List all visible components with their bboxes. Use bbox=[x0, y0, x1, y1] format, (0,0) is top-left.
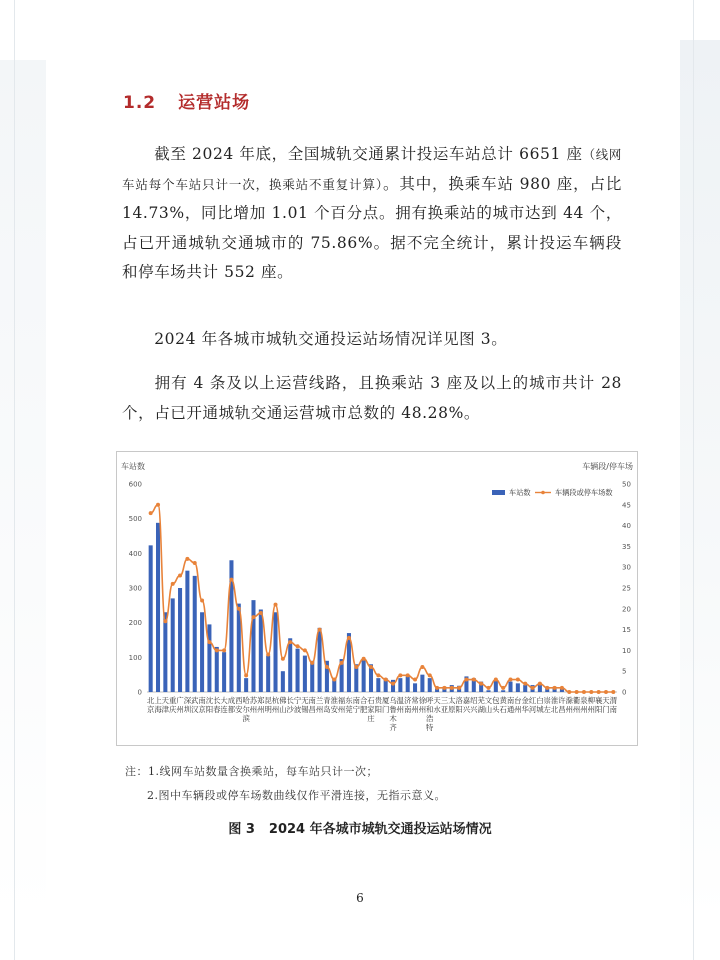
bar bbox=[281, 671, 285, 692]
bar bbox=[296, 649, 300, 692]
category-label: 太原 bbox=[448, 696, 456, 714]
category-label: 哈尔滨 bbox=[242, 696, 250, 723]
right-axis-ticks bbox=[622, 481, 631, 697]
line-point bbox=[303, 648, 307, 652]
category-label: 杭州 bbox=[271, 696, 280, 714]
line-point bbox=[435, 686, 439, 690]
line-point bbox=[318, 628, 322, 632]
paragraph-1-after: 。其中，换乘车站 980 座，占比 14.73%，同比增加 1.01 个百分点。拥有换乘站的城市达到 44 个，占已开通城轨交通城市的 75.86%。据不完全统计，累计投运车辆段和停车场共计 552 座。 bbox=[122, 174, 622, 281]
line-point bbox=[207, 640, 211, 644]
right-tick-label: 15 bbox=[622, 626, 631, 635]
bar bbox=[178, 588, 182, 692]
bar bbox=[259, 609, 263, 692]
category-label: 许昌 bbox=[558, 696, 566, 714]
bar bbox=[362, 659, 366, 692]
line-point bbox=[486, 686, 490, 690]
line-point bbox=[178, 574, 182, 578]
left-tick-label: 100 bbox=[128, 653, 142, 662]
line-point bbox=[251, 615, 255, 619]
category-label: 青岛 bbox=[323, 696, 331, 714]
bar bbox=[193, 576, 197, 692]
category-label: 西安 bbox=[235, 696, 243, 714]
paragraph-2 bbox=[122, 325, 622, 355]
line-point bbox=[398, 673, 402, 677]
category-label: 郑州 bbox=[257, 696, 265, 714]
category-labels bbox=[147, 696, 618, 732]
category-label: 衢州 bbox=[572, 696, 581, 714]
category-label: 徐州 bbox=[418, 696, 427, 714]
line-point bbox=[310, 661, 314, 665]
bar bbox=[288, 638, 292, 692]
line-point bbox=[538, 682, 542, 686]
line-point bbox=[362, 657, 366, 661]
category-label: 无锡 bbox=[301, 696, 309, 714]
bar bbox=[215, 647, 219, 692]
line-point bbox=[406, 673, 410, 677]
line-point bbox=[185, 557, 189, 561]
category-label: 包头 bbox=[492, 696, 500, 714]
paragraph-1 bbox=[122, 140, 622, 288]
line-point bbox=[420, 665, 424, 669]
line-point bbox=[325, 665, 329, 669]
line-point bbox=[171, 582, 175, 586]
line-point bbox=[332, 678, 336, 682]
left-axis-ticks bbox=[129, 481, 142, 697]
category-label: 大连 bbox=[220, 696, 228, 714]
line-point bbox=[589, 690, 593, 694]
line-point bbox=[354, 665, 358, 669]
bar bbox=[251, 600, 255, 692]
line-point bbox=[149, 511, 153, 515]
bar bbox=[420, 675, 424, 692]
paragraph-3-text: 拥有 4 条及以上运营线路，且换乘站 3 座及以上的城市共计 28 个，占已开通城轨交通运营城市总数的 48.28%。 bbox=[122, 374, 622, 422]
line-point bbox=[266, 653, 270, 657]
bar bbox=[398, 678, 402, 692]
category-label: 黄石 bbox=[499, 696, 507, 714]
category-label: 三亚 bbox=[440, 696, 449, 714]
line-point bbox=[156, 503, 160, 507]
line-point bbox=[501, 686, 505, 690]
category-label: 南昌 bbox=[308, 696, 316, 714]
category-label: 兰州 bbox=[315, 696, 324, 714]
left-tick-label: 500 bbox=[128, 515, 142, 524]
category-label: 洛阳 bbox=[455, 696, 463, 714]
line-point bbox=[509, 678, 513, 682]
category-label: 成都 bbox=[227, 696, 236, 714]
category-label: 南通 bbox=[506, 696, 515, 714]
bar bbox=[303, 656, 307, 692]
category-label: 东莞 bbox=[345, 696, 353, 714]
left-tick-label: 600 bbox=[128, 480, 142, 489]
station-chart bbox=[117, 452, 637, 745]
line-point bbox=[442, 686, 446, 690]
footnote-1: 注：1.线网车站数量含换乘站，每车站只计一次； bbox=[125, 765, 378, 778]
right-tick-label: 5 bbox=[622, 667, 627, 676]
bar bbox=[508, 682, 512, 692]
category-label: 南京 bbox=[198, 696, 206, 714]
category-label: 红河 bbox=[528, 696, 537, 714]
line-point bbox=[494, 678, 498, 682]
category-label: 常州 bbox=[411, 696, 419, 714]
bar bbox=[523, 685, 527, 692]
category-label: 广州 bbox=[176, 696, 184, 714]
line-point bbox=[582, 690, 586, 694]
decor-line bbox=[693, 0, 694, 960]
bar bbox=[406, 676, 410, 692]
line-point bbox=[288, 640, 292, 644]
decor-line bbox=[14, 0, 15, 960]
line-point bbox=[244, 673, 248, 677]
right-decoration bbox=[680, 40, 720, 920]
paragraph-2-text: 2024 年各城市城轨交通投运站场情况详见图 3。 bbox=[154, 330, 508, 348]
right-tick-label: 50 bbox=[622, 480, 631, 489]
category-label: 滁州 bbox=[565, 696, 573, 714]
line-point bbox=[237, 607, 241, 611]
line-point bbox=[516, 678, 520, 682]
category-label: 重庆 bbox=[169, 696, 177, 714]
category-label: 天津 bbox=[161, 696, 170, 714]
paragraph-3 bbox=[122, 369, 622, 428]
left-tick-label: 300 bbox=[128, 584, 142, 593]
left-decoration bbox=[0, 60, 46, 920]
category-label: 昆明 bbox=[264, 696, 272, 714]
line-point bbox=[384, 678, 388, 682]
right-tick-label: 25 bbox=[622, 584, 631, 593]
category-label: 渭南 bbox=[609, 696, 618, 714]
right-tick-label: 10 bbox=[622, 646, 631, 655]
line-point bbox=[575, 690, 579, 694]
right-tick-label: 40 bbox=[622, 522, 631, 531]
category-label: 北京 bbox=[146, 696, 155, 714]
line-point bbox=[413, 678, 417, 682]
line-point bbox=[163, 619, 167, 623]
left-tick-label: 400 bbox=[128, 549, 142, 558]
left-tick-label: 200 bbox=[128, 619, 142, 628]
line-point bbox=[340, 661, 344, 665]
category-label: 石家庄 bbox=[367, 696, 375, 723]
category-label: 天门 bbox=[602, 696, 610, 714]
section-heading bbox=[123, 88, 250, 113]
line-point bbox=[457, 686, 461, 690]
line-point bbox=[259, 611, 263, 615]
bar bbox=[501, 690, 505, 692]
bar bbox=[222, 652, 226, 692]
line-point bbox=[369, 665, 373, 669]
figure-number: 图 3 bbox=[228, 822, 255, 837]
line-point bbox=[215, 648, 219, 652]
bar bbox=[486, 690, 490, 692]
category-label: 济南 bbox=[404, 696, 412, 714]
page-number: 6 bbox=[356, 891, 364, 905]
category-label: 厦门 bbox=[381, 696, 390, 714]
bar bbox=[200, 612, 204, 692]
line-point bbox=[296, 644, 300, 648]
legend-bar-label: 车站数 bbox=[509, 488, 531, 497]
line-point bbox=[376, 673, 380, 677]
figure-caption bbox=[0, 818, 720, 837]
category-label: 金华 bbox=[521, 696, 529, 714]
line-point bbox=[479, 682, 483, 686]
category-label: 福州 bbox=[337, 696, 346, 714]
category-label: 南宁 bbox=[352, 696, 360, 714]
category-label: 合肥 bbox=[359, 696, 368, 714]
category-label: 绍兴 bbox=[470, 696, 478, 714]
category-label: 白城 bbox=[536, 696, 544, 714]
category-label: 长春 bbox=[213, 696, 221, 714]
category-label: 崇左 bbox=[543, 696, 551, 714]
legend-bar-swatch bbox=[492, 490, 505, 495]
category-label: 柳州 bbox=[587, 696, 595, 714]
category-label: 文山 bbox=[484, 696, 493, 714]
bar bbox=[163, 612, 167, 692]
line-point bbox=[545, 686, 549, 690]
chart-container bbox=[116, 451, 638, 746]
line-point bbox=[347, 636, 351, 640]
category-label: 上海 bbox=[154, 696, 162, 714]
line-point bbox=[611, 690, 615, 694]
bar bbox=[149, 545, 153, 692]
line-point bbox=[222, 648, 226, 652]
bar bbox=[516, 683, 520, 692]
line-point bbox=[553, 686, 557, 690]
section-number: 1.2 bbox=[123, 93, 157, 113]
bar bbox=[310, 661, 314, 692]
line-point bbox=[567, 690, 571, 694]
right-tick-label: 35 bbox=[622, 542, 631, 551]
bar bbox=[494, 680, 498, 692]
line-point bbox=[472, 678, 476, 682]
category-label: 淮安 bbox=[330, 696, 338, 714]
bar bbox=[413, 683, 417, 692]
category-label: 深圳 bbox=[183, 696, 192, 714]
bar bbox=[428, 678, 432, 692]
paragraph-1-paren: （线网车站每个车站只计一次，换乘站不重复计算） bbox=[122, 147, 622, 192]
category-label: 台州 bbox=[514, 696, 522, 714]
line-point bbox=[200, 598, 204, 602]
line-point bbox=[464, 678, 468, 682]
paragraph-1-before: 截至 2024 年底，全国城轨交通累计投运车站总计 6651 座 bbox=[154, 145, 583, 163]
bar bbox=[171, 598, 175, 692]
legend-line-label: 车辆段或停车场数 bbox=[555, 488, 613, 497]
legend-line-marker bbox=[541, 491, 545, 495]
category-label: 温州 bbox=[396, 696, 405, 714]
category-label: 长沙 bbox=[286, 696, 294, 714]
category-label: 天水 bbox=[433, 696, 441, 714]
category-label: 呼和浩特 bbox=[426, 696, 434, 732]
category-label: 贵阳 bbox=[374, 696, 383, 714]
line-point bbox=[193, 561, 197, 565]
bar bbox=[273, 612, 277, 692]
chart-legend bbox=[492, 488, 613, 497]
line-point bbox=[281, 657, 285, 661]
category-label: 佛山 bbox=[279, 696, 287, 714]
right-tick-label: 20 bbox=[622, 605, 631, 614]
line-point bbox=[391, 682, 395, 686]
footnote-2: 2.图中车辆段或停车场数曲线仅作平滑连接，无指示意义。 bbox=[147, 789, 446, 802]
bar bbox=[207, 624, 211, 692]
category-label: 沈阳 bbox=[205, 696, 214, 714]
bar bbox=[185, 571, 189, 692]
category-label: 襄阳 bbox=[594, 696, 603, 714]
line-point bbox=[450, 686, 454, 690]
section-title-text: 运营站场 bbox=[178, 93, 251, 113]
line-point bbox=[428, 673, 432, 677]
line-point bbox=[597, 690, 601, 694]
line-point bbox=[229, 578, 233, 582]
bar bbox=[244, 678, 248, 692]
bar bbox=[266, 656, 270, 692]
left-tick-label: 0 bbox=[137, 688, 142, 697]
category-label: 淮北 bbox=[550, 696, 559, 714]
category-label: 乌鲁木齐 bbox=[389, 696, 397, 732]
category-label: 武汉 bbox=[191, 696, 199, 714]
category-label: 嘉兴 bbox=[462, 696, 471, 714]
category-label: 芜湖 bbox=[477, 696, 485, 714]
category-label: 苏州 bbox=[249, 696, 258, 714]
right-axis-title: 车辆段/停车场 bbox=[582, 462, 633, 471]
right-tick-label: 45 bbox=[622, 501, 631, 510]
line-point bbox=[523, 682, 527, 686]
right-tick-label: 30 bbox=[622, 563, 631, 572]
right-tick-label: 0 bbox=[622, 688, 627, 697]
line-point bbox=[531, 686, 535, 690]
depot-line bbox=[151, 505, 614, 692]
bar bbox=[156, 523, 160, 692]
figure-caption-text: 2024 年各城市城轨交通投运站场情况 bbox=[268, 822, 492, 837]
category-label: 泉州 bbox=[580, 696, 588, 714]
bar bbox=[376, 678, 380, 692]
bar bbox=[318, 628, 322, 692]
left-axis-title: 车站数 bbox=[121, 462, 145, 471]
line-point bbox=[274, 603, 278, 607]
category-label: 宁波 bbox=[293, 696, 302, 714]
line-point bbox=[560, 686, 564, 690]
line-point bbox=[604, 690, 608, 694]
